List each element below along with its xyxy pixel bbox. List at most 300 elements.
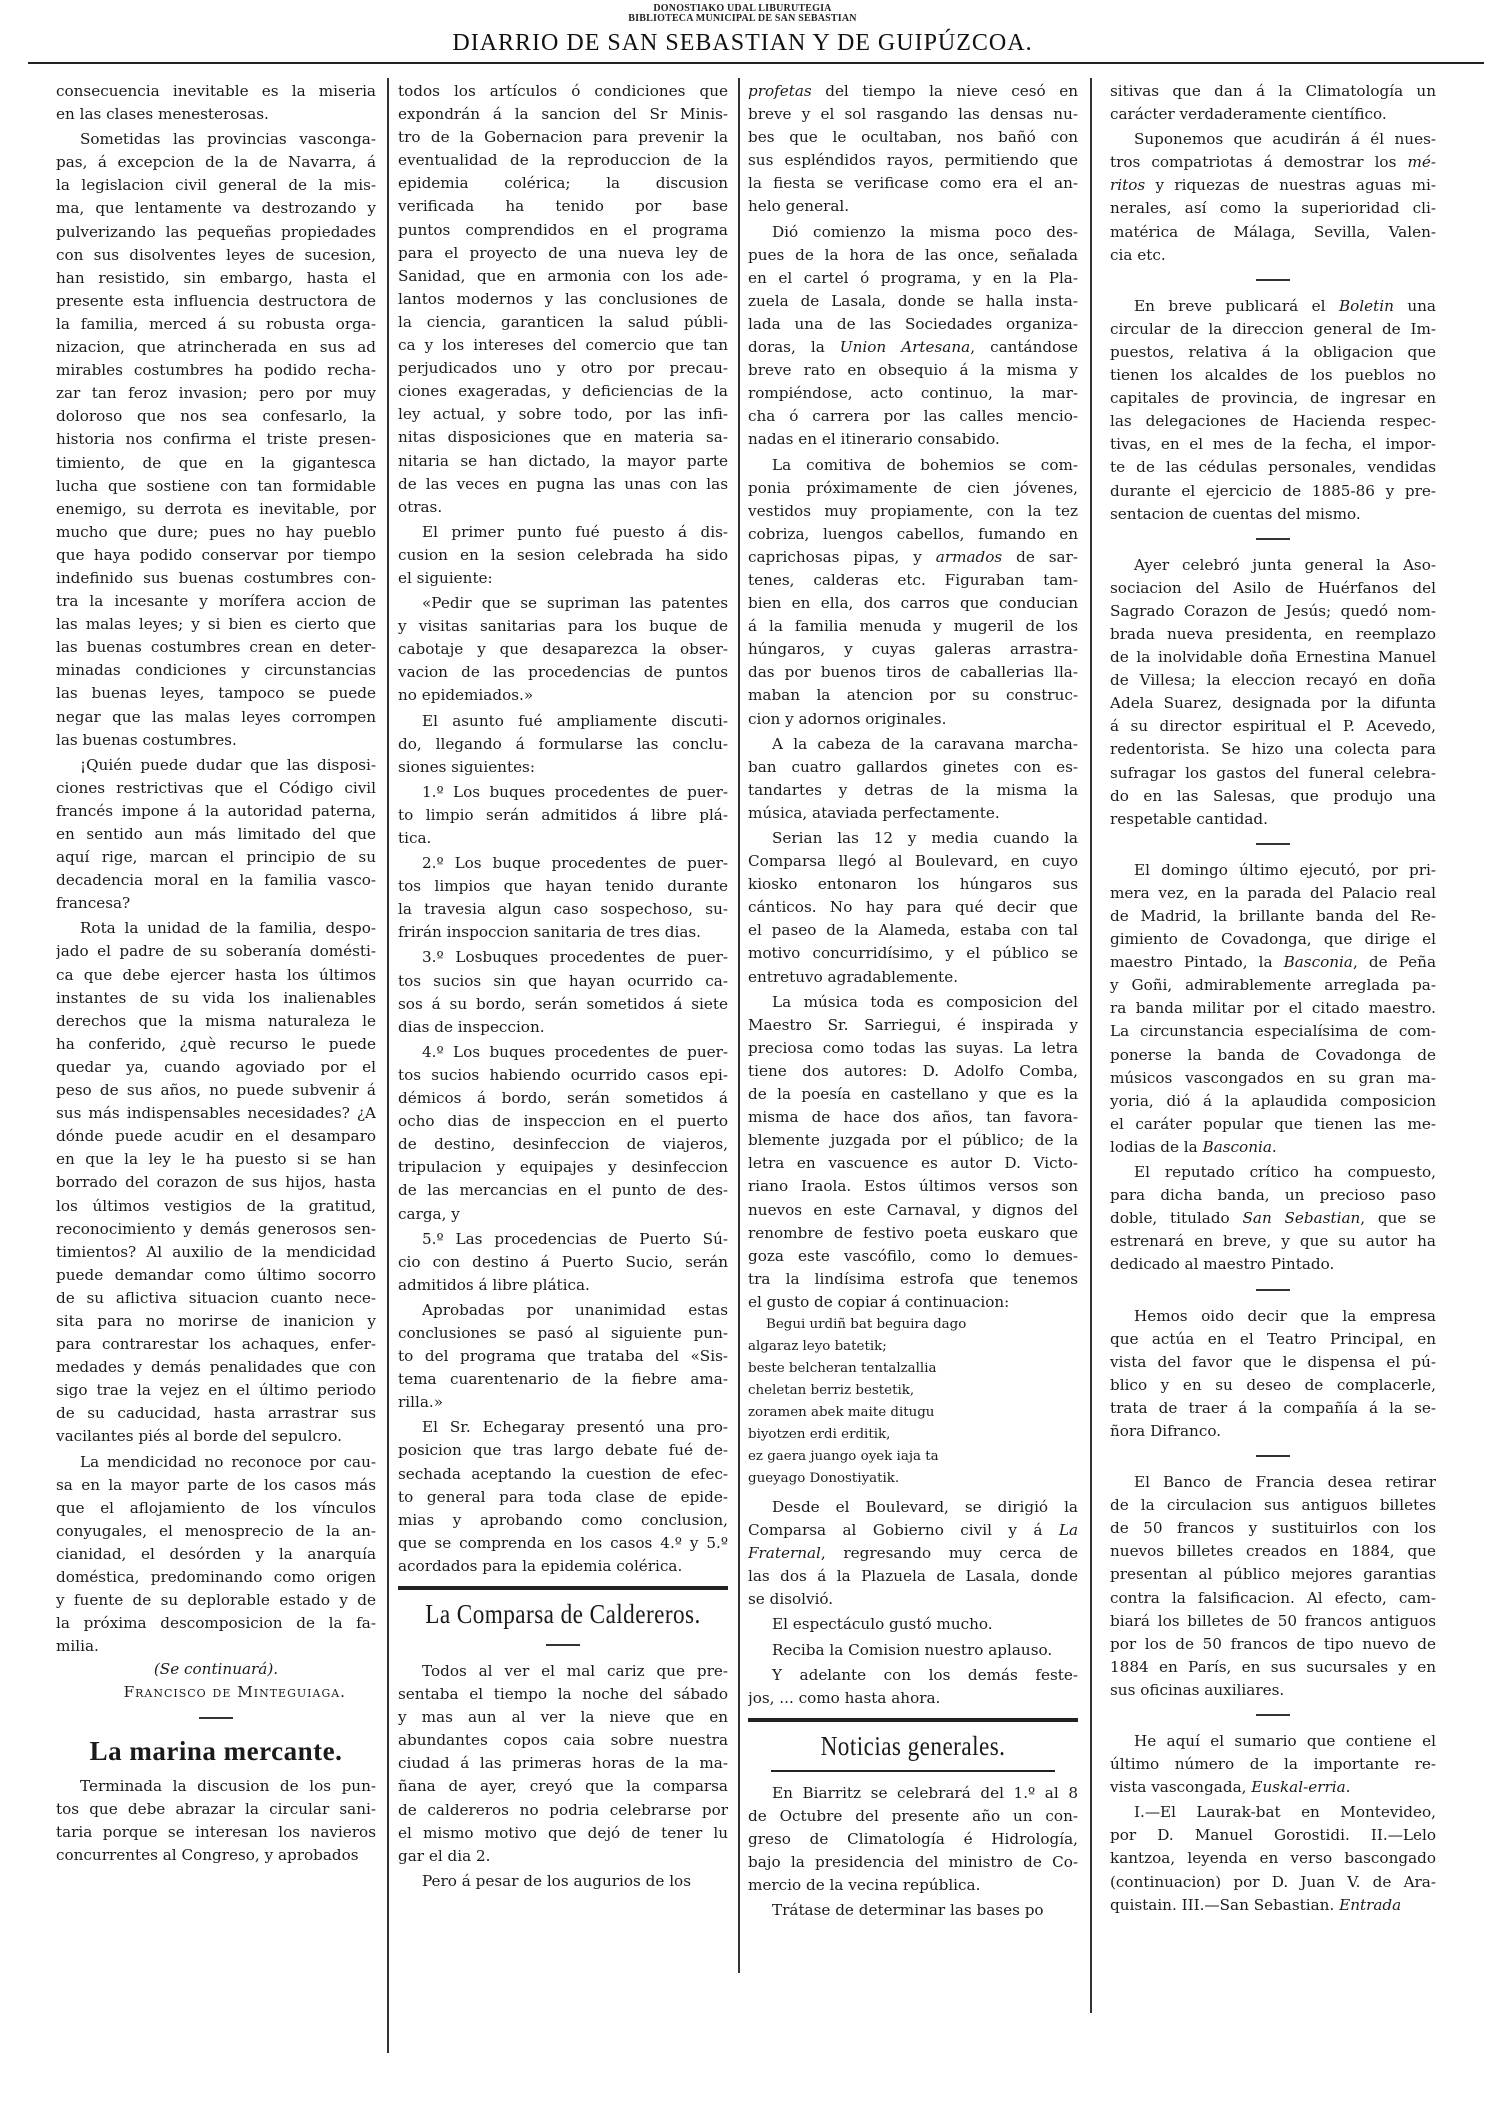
text-fragment: vista vascongada,	[1110, 1778, 1252, 1797]
text-line: otras.	[398, 497, 443, 516]
text-line: ñana de ayer, creyó que la comparsa	[398, 1777, 728, 1796]
paragraph	[1110, 859, 1436, 1159]
text-line: la travesia algun caso sospechoso, su-	[398, 900, 728, 919]
text-line: 1884 en París, en sus sucursales y en	[1110, 1657, 1436, 1676]
text-line: (continuacion) por D. Juan V. de Ara-	[1110, 1872, 1436, 1891]
text-line: nitaria se han dictado, la mayor parte	[398, 451, 728, 470]
text-line: dias de inspeccion.	[398, 1017, 545, 1036]
italic-text: San Sebastian	[1242, 1209, 1361, 1228]
text-line: de las veces en pugna las unas con las	[398, 474, 728, 493]
text-line: tos que debe abrazar la circular sani-	[56, 1799, 376, 1818]
text-fragment: lodias de la	[1110, 1137, 1203, 1156]
text-line: indefinido sus buenas costumbres con-	[56, 568, 376, 587]
text-line	[1110, 174, 1436, 197]
column-divider	[738, 78, 740, 1973]
paragraph	[398, 592, 728, 707]
text-line: á la familia menuda y mugeril de los	[748, 617, 1078, 636]
text-line: tiene dos autores: D. Adolfo Comba,	[748, 1061, 1078, 1080]
text-line: cusion en la sesion celebrada ha sido	[398, 545, 728, 564]
paragraph	[748, 827, 1078, 989]
text-line: cobriza, luengos cabellos, fumando en	[748, 524, 1078, 543]
text-line: nitas disposiciones que en materia sa-	[398, 428, 728, 447]
text-line: ra banda militar por el citado maestro.	[1110, 999, 1436, 1018]
text-line: historia nos confirma el triste presen-	[56, 430, 376, 449]
text-line: sus espléndidos rayos, permitiendo que	[748, 151, 1078, 170]
text-fragment: caprichosas pipas, y	[748, 547, 936, 566]
text-line: puntos comprendidos en el programa	[398, 220, 728, 239]
text-line: do en las Salesas, que produjo una	[1110, 786, 1436, 805]
text-line: trata de traer á la compañía á la se-	[1110, 1398, 1436, 1417]
text-line: todos los artículos ó condiciones que	[398, 82, 728, 100]
text-line: mias y aprobando como conclusion,	[398, 1510, 728, 1529]
italic-text: Basconia	[1202, 1137, 1272, 1156]
paragraph	[748, 80, 1078, 219]
text-line: helo general.	[748, 197, 850, 216]
text-line: las buenas costumbres.	[56, 730, 237, 749]
text-line: maban la atencion por su construc-	[748, 686, 1078, 705]
text-line: por D. Manuel Gorostidi. II.—Lelo	[1110, 1826, 1436, 1845]
text-line: El primer punto fué puesto á dis-	[422, 522, 728, 541]
text-line: sita para no morirse de inanicion y	[56, 1311, 376, 1330]
text-line: misma de hace dos años, tan favora-	[748, 1108, 1078, 1127]
paragraph	[56, 1451, 376, 1659]
text-line: borrado del corazon de sus hijos, hasta	[56, 1173, 376, 1192]
text-line: Aprobadas por unanimidad estas	[422, 1300, 728, 1319]
verse-line: ez gaera juango oyek iaja ta	[748, 1448, 939, 1464]
separator	[1256, 1289, 1290, 1291]
text-line: tos sucios sin que hayan ocurrido ca-	[398, 971, 728, 990]
text-line: lucha que sostiene con tan formidable	[56, 476, 376, 495]
text-line: ban cuatro gallardos ginetes con es-	[748, 757, 1078, 776]
text-fragment: Comparsa al Gobierno civil y á	[748, 1521, 1059, 1540]
paragraph	[398, 710, 728, 779]
text-line: vacilantes piés al borde del sepulcro.	[56, 1427, 343, 1446]
text-line: La comitiva de bohemios se com-	[772, 455, 1078, 474]
text-line: se disolvió.	[748, 1590, 834, 1609]
text-line	[748, 1519, 1078, 1542]
paragraph	[56, 917, 376, 1448]
paragraph	[748, 1613, 1078, 1636]
paragraph	[398, 781, 728, 850]
text-line: contra la falsificacion. Al efecto, cam-	[1110, 1588, 1436, 1607]
text-line: pas, á excepcion de la de Navarra, á	[56, 153, 376, 172]
text-line: cánticos. No hay para qué decir que	[748, 898, 1078, 917]
text-line: bajo la presidencia del ministro de Co-	[748, 1853, 1078, 1872]
text-line: sus más indispensables necesidades? ¿A	[56, 1104, 376, 1123]
text-line: húngaros, y cuyas galeras arrastra-	[748, 640, 1078, 659]
text-line: La circunstancia especialísima de com-	[1110, 1022, 1436, 1041]
text-line: presente esta influencia destructora de	[56, 291, 376, 310]
separator	[199, 1717, 233, 1719]
text-line: Maestro Sr. Sarriegui, é inspirada y	[748, 1015, 1078, 1034]
text-line: mera vez, en la parada del Palacio real	[1110, 883, 1436, 902]
text-line: La música toda es composicion del	[772, 992, 1078, 1011]
text-line: Y adelante con los demás feste-	[772, 1665, 1078, 1684]
paragraph	[748, 733, 1078, 825]
text-line: ley actual, y sobre todo, por las infi-	[398, 405, 728, 424]
text-line: Reciba la Comision nuestro aplauso.	[772, 1640, 1053, 1659]
text-line: la legislacion civil general de la mis-	[56, 176, 376, 195]
text-line: bes que le ocultaban, nos bañó con	[748, 128, 1078, 147]
text-line: Terminada la discusion de los pun-	[80, 1776, 376, 1795]
text-line: sentacion de cuentas del mismo.	[1110, 504, 1361, 523]
column-4	[1110, 80, 1436, 1917]
italic-text: mé-	[1407, 153, 1436, 172]
column-2	[398, 80, 728, 1893]
text-line: mercio de la vecina república.	[748, 1876, 981, 1895]
paragraph	[398, 1870, 728, 1893]
continued-note: (Se continuará).	[153, 1660, 279, 1679]
column-1	[56, 80, 376, 1867]
separator	[1256, 1714, 1290, 1716]
paragraph	[748, 1782, 1078, 1897]
text-line: de su aflictiva situacion cuanto nece-	[56, 1288, 376, 1307]
italic-text: ritos	[1110, 176, 1146, 195]
text-line: de Madrid, la brillante banda del Re-	[1110, 907, 1436, 925]
text-line: tema cuarentenario de la fiebre ama-	[398, 1370, 728, 1389]
text-line: breve y el sol rasgando las densas nu-	[748, 105, 1078, 124]
text-line: han resistido, sin embargo, hasta el	[56, 268, 376, 287]
text-line: de caldereros no podria celebrarse por	[398, 1800, 728, 1819]
text-line: zuela de Lasala, donde se halla insta-	[748, 291, 1078, 310]
text-fragment: , que se	[1360, 1209, 1436, 1228]
text-fragment: .	[1345, 1778, 1351, 1797]
text-line: ciones exageradas, y deficiencias de la	[398, 382, 728, 401]
text-line: ciudad á las primeras horas de la ma-	[398, 1754, 728, 1773]
paragraph	[56, 1775, 376, 1867]
paragraph	[748, 1639, 1078, 1662]
text-fragment: del tiempo la nieve cesó en	[811, 82, 1078, 100]
text-line	[748, 1542, 1078, 1565]
text-line: Hemos oido decir que la empresa	[1134, 1306, 1436, 1325]
text-line: das por buenos tiros de caballerias lla-	[748, 663, 1078, 682]
text-line: los últimos vestigios de la gratitud,	[56, 1196, 376, 1215]
text-line: entretuvo agradablemente.	[748, 967, 959, 986]
text-line: las buenas costumbres crean en deter-	[56, 638, 376, 657]
text-line: que haya podido conservar por tiempo	[56, 545, 376, 564]
italic-text: Euskal-erria	[1251, 1778, 1346, 1797]
paragraph	[748, 1664, 1078, 1710]
text-line: El espectáculo gustó mucho.	[772, 1615, 993, 1634]
text-line: Adela Suarez, designada por la difunta	[1110, 694, 1436, 713]
text-line: el paseo de la Alameda, estaba con tal	[748, 921, 1078, 940]
text-line: sos á su bordo, serán sometidos á siete	[398, 994, 728, 1013]
paragraph	[1110, 295, 1436, 526]
text-line: enemigo, su derrota es inevitable, por	[56, 499, 376, 518]
paragraph	[398, 1228, 728, 1297]
text-line: ponerse la banda de Covadonga de	[1110, 1045, 1436, 1064]
text-line: nizacion, que atrincherada en sus ad	[56, 338, 376, 357]
basque-verse	[748, 1314, 1078, 1490]
text-line: peso de sus años, no puede subvenir á	[56, 1081, 376, 1100]
text-line: conclusiones se pasó al siguiente pun-	[398, 1323, 728, 1342]
paragraph	[748, 1899, 1078, 1922]
text-line: para dicha banda, un precioso paso	[1110, 1186, 1436, 1205]
text-line: admitidos á libre plática.	[398, 1275, 590, 1294]
text-line: derechos que la misma naturaleza le	[56, 1011, 376, 1030]
text-line: de Villesa; la eleccion recayó en doña	[1110, 671, 1436, 690]
text-line: blemente juzgada por el público; de la	[748, 1131, 1078, 1150]
text-line: sigo trae la vejez en el último periodo	[56, 1381, 376, 1400]
text-line: gimiento de Covadonga, que dirige el	[1110, 930, 1436, 949]
text-line: en sentido aun más limitado del que	[56, 825, 376, 843]
text-line: posicion que tras largo debate fué de-	[398, 1441, 728, 1460]
text-line: Trátase de determinar las bases po	[772, 1901, 1044, 1920]
paragraph	[1110, 80, 1436, 126]
text-line: tos sucios habiendo ocurrido casos epi-	[398, 1065, 728, 1084]
text-line: estrenará en breve, y que su autor ha	[1110, 1232, 1436, 1251]
text-line: que el aflojamiento de los vínculos	[56, 1498, 376, 1517]
text-line: francés impone á la autoridad paterna,	[56, 801, 376, 820]
text-line: «Pedir que se supriman las patentes	[422, 594, 728, 613]
text-line: Sometidas las provincias vasconga-	[80, 130, 376, 149]
verse-line: Begui urdiñ bat beguira dago	[766, 1316, 967, 1332]
text-line: He aquí el sumario que contiene el	[1134, 1732, 1436, 1750]
paragraph	[56, 754, 376, 916]
text-line: tandartes y detras de la misma la	[748, 780, 1078, 799]
text-fragment: tros compatriotas á demostrar los	[1110, 153, 1408, 172]
text-line: El domingo último ejecutó, por pri-	[1134, 860, 1436, 879]
text-line: la familia, merced á su robusta orga-	[56, 314, 376, 333]
text-line: El Sr. Echegaray presentó una pro-	[422, 1418, 728, 1437]
text-line: jos, ... como hasta ahora.	[748, 1688, 941, 1707]
text-line: sus oficinas auxiliares.	[1110, 1680, 1285, 1699]
text-line: La mendicidad no reconoce por cau-	[80, 1452, 376, 1471]
italic-text: Boletin	[1338, 296, 1394, 315]
text-line: verificada ha tenido por base	[398, 197, 728, 216]
section-rule	[748, 1718, 1078, 1722]
section-rule	[771, 1770, 1055, 1772]
text-line: doloroso que nos sea confesarlo, la	[56, 407, 376, 426]
verse-line: algaraz leyo batetik;	[748, 1338, 887, 1354]
paragraph	[1110, 554, 1436, 831]
separator	[1256, 279, 1290, 281]
text-line: el siguiente:	[398, 568, 493, 587]
text-line: de la inolvidable doña Ernestina Manuel	[1110, 648, 1436, 667]
text-line: para el proyecto de una nueva ley de	[398, 243, 728, 262]
text-line: instantes de su vida los inalienables	[56, 988, 376, 1007]
paragraph	[56, 128, 376, 752]
text-line: tra la lindísima estrofa que tenemos	[748, 1269, 1078, 1288]
paragraph	[398, 521, 728, 590]
text-fragment: doble, titulado	[1110, 1209, 1243, 1228]
text-line: respetable cantidad.	[1110, 809, 1268, 828]
text-line: músicos vascongados en su gran ma-	[1110, 1068, 1436, 1087]
text-line: ponia próximamente de cien jóvenes,	[748, 478, 1078, 497]
text-line: último número de la importante re-	[1110, 1755, 1436, 1774]
text-line: concurrentes al Congreso, y aprobados	[56, 1845, 359, 1864]
text-line: expondrán á la sancion del Sr Minis-	[398, 105, 728, 124]
text-line: la ciencia, garanticen la salud públi-	[398, 312, 728, 331]
text-line: rompiéndose, acto continuo, la mar-	[748, 384, 1078, 403]
separator	[1256, 538, 1290, 540]
italic-text: La	[1058, 1521, 1078, 1540]
text-line: que actúa en el Teatro Principal, en	[1110, 1329, 1436, 1348]
text-line: pues de la hora de las once, señalada	[748, 245, 1078, 264]
text-line: cio con destino á Puerto Sucio, serán	[398, 1252, 728, 1271]
paragraph	[398, 1416, 728, 1578]
text-line: lantos modernos y las conclusiones de	[398, 289, 728, 308]
text-line: el caráter popular que tienen las me-	[1110, 1114, 1436, 1133]
paragraph	[1110, 1305, 1436, 1444]
text-line: Sanidad, que en armonia con los ade-	[398, 266, 728, 285]
text-line: blico y en su deseo de complacerle,	[1110, 1375, 1436, 1394]
text-line: taria porque se interesan los navieros	[56, 1822, 376, 1841]
italic-text: Basconia	[1283, 953, 1353, 972]
text-line: letra en vascuence es autor D. Victo-	[748, 1154, 1078, 1173]
text-line: greso de Climatología é Hidrología,	[748, 1830, 1078, 1848]
article-heading: La marina mercante.	[89, 1735, 343, 1766]
text-line	[1110, 151, 1436, 174]
text-line: to limpio serán admitidos á libre plá-	[398, 805, 728, 824]
text-line: breve rato en obsequio á la misma y	[748, 361, 1078, 380]
text-line: circular de la direccion general de Im-	[1110, 319, 1436, 338]
text-line: do, llegando á formularse las conclu-	[398, 734, 728, 753]
text-line: El Banco de Francia desea retirar	[1134, 1473, 1436, 1492]
verse-line: beste belcheran tentalzallia	[748, 1360, 937, 1376]
text-line: las delegaciones de Hacienda respec-	[1110, 412, 1436, 431]
text-line: minadas condiciones y circunstancias	[56, 661, 376, 680]
verse-line: gueyago Donostiyatik.	[748, 1470, 900, 1486]
verse-line: cheletan berriz bestetik,	[748, 1382, 915, 1398]
text-line: goza este vascófilo, como lo demues-	[748, 1246, 1078, 1265]
article-author: Francisco de Minteguiaga.	[123, 1683, 346, 1702]
text-line: Ayer celebró junta general la Aso-	[1134, 555, 1436, 574]
text-line: las buenas leyes, tampoco se puede	[56, 684, 376, 703]
text-line: lada una de las Sociedades organiza-	[748, 314, 1078, 333]
text-line: tenes, calderas etc. Figuraban tam-	[748, 570, 1078, 589]
text-line: aquí rige, marcan el principio de su	[56, 848, 376, 867]
text-line: biará los billetes de 50 francos antiguos	[1110, 1611, 1436, 1630]
text-line: ca y los intereses del comercio que tan	[398, 336, 728, 355]
text-line: nuevos en este Carnaval, y dignos del	[748, 1200, 1078, 1219]
text-line: la fiesta se verificase como era el an-	[748, 174, 1078, 193]
text-line: tienen los alcaldes de los pueblos no	[1110, 366, 1436, 385]
text-line: El asunto fué ampliamente discuti-	[422, 711, 728, 730]
text-line: tripulacion y equipajes y desinfeccion	[398, 1158, 728, 1177]
text-fragment: quistain. III.—San Sebastian.	[1110, 1895, 1340, 1914]
text-line: te de las cédulas personales, vendidas	[1110, 458, 1436, 477]
text-fragment: En breve publicará el	[1134, 296, 1339, 315]
text-line: mirables costumbres ha podido recha-	[56, 361, 376, 380]
text-line	[1110, 295, 1436, 318]
text-line: francesa?	[56, 894, 131, 913]
text-line: nerales, así como la superioridad cli-	[1110, 199, 1436, 218]
text-line: mucho que dure; pues no hay pueblo	[56, 522, 376, 541]
text-line: el gusto de copiar á continuacion:	[748, 1292, 1010, 1311]
text-line: 1.º Los buques procedentes de puer-	[422, 782, 728, 801]
text-line: cabotaje y que desaparezca la obser-	[398, 640, 728, 659]
paragraph	[398, 1660, 728, 1868]
text-line: cha ó carrera por las calles mencio-	[748, 407, 1078, 426]
text-line: puede demandar como último socorro	[56, 1265, 376, 1284]
text-line: que se comprenda en los casos 4.º y 5.º	[398, 1533, 728, 1552]
text-line: de Octubre del presente año un con-	[748, 1806, 1078, 1825]
text-line: de la poesía en castellano y que es la	[748, 1085, 1078, 1104]
paragraph	[1110, 1161, 1436, 1276]
text-line: 5.º Las procedencias de Puerto Sú-	[422, 1229, 728, 1248]
text-fragment: doras, la	[748, 338, 840, 357]
text-line: Rota la unidad de la familia, despo-	[80, 919, 376, 938]
column-divider	[1090, 78, 1092, 2013]
text-line: siones siguientes:	[398, 757, 535, 776]
text-line: reconocimiento y demás generosos sen-	[56, 1219, 376, 1238]
text-line: la próxima descomposicion de la fa-	[56, 1614, 376, 1633]
text-line: y fuente de su deplorable estado y de	[56, 1591, 376, 1610]
text-line: doméstica, predominando como origen	[56, 1568, 376, 1586]
text-line: con sus disolventes leyes de sucesion,	[56, 245, 376, 264]
paragraph	[748, 1496, 1078, 1611]
italic-text: profetas	[748, 82, 812, 100]
text-line	[748, 80, 1078, 103]
text-line: tra la incesante y morífera accion de	[56, 592, 376, 611]
text-line: nadas en el itinerario consabido.	[748, 430, 1000, 449]
text-line: Dió comienzo la misma poco des-	[772, 222, 1078, 241]
text-line: renombre de festivo poeta euskaro que	[748, 1223, 1078, 1242]
text-line: dónde puede acudir en el desamparo	[56, 1127, 376, 1146]
text-line: y mas aun al ver la nieve que en	[398, 1708, 728, 1727]
text-line	[1110, 1207, 1436, 1230]
text-line: motivo concurridísimo, y el público se	[748, 944, 1078, 963]
text-line: bien en ella, dos carros que conducian	[748, 594, 1078, 613]
text-line	[1110, 1894, 1436, 1917]
text-line: preciosa como todas las suyas. La letra	[748, 1038, 1078, 1057]
text-line: sitivas que dan á la Climatología un	[1110, 82, 1436, 100]
text-line: de su caducidad, hasta arrastrar sus	[56, 1404, 376, 1423]
text-line: ñora Difranco.	[1110, 1421, 1222, 1440]
text-line: carácter verdaderamente científico.	[1110, 105, 1387, 124]
text-line: kantzoa, leyenda en verso bascongado	[1110, 1849, 1436, 1868]
masthead-rule	[28, 62, 1484, 64]
section-heading: Noticias generales.	[820, 1730, 1006, 1761]
text-line: sechada aceptando la cuestion de efec-	[398, 1464, 728, 1483]
text-line	[748, 336, 1078, 359]
text-line: vestidos muy propiamente, con la tez	[748, 501, 1078, 520]
text-line: to general para toda clase de epide-	[398, 1487, 728, 1506]
text-fragment: , cantándose	[970, 338, 1078, 357]
paragraph	[56, 80, 376, 126]
text-line: En Biarritz se celebrará del 1.º al 8	[772, 1783, 1078, 1802]
text-line: acordados para la epidemia colérica.	[398, 1556, 683, 1575]
text-line: para contrarestar los achaques, enfer-	[56, 1335, 376, 1354]
verse-line: biyotzen erdi erditik,	[748, 1426, 891, 1442]
text-line: sociacion del Asilo de Huérfanos del	[1110, 578, 1436, 597]
paragraph	[748, 454, 1078, 731]
text-line: abundantes copos caia sobre nuestra	[398, 1731, 728, 1750]
section-rule	[398, 1586, 728, 1590]
text-line: las malas leyes; y si bien es cierto que	[56, 615, 376, 634]
text-line: pulverizando las pequeñas propiedades	[56, 222, 376, 241]
text-line: sufragar los gastos del funeral celebra-	[1110, 763, 1436, 782]
text-line: por los de 50 francos de tipo nuevo de	[1110, 1634, 1436, 1653]
column-divider	[387, 78, 389, 2053]
text-line: timiento, de que en la gigantesca	[56, 453, 376, 472]
text-line: en que la ley le ha puesto si se han	[56, 1150, 376, 1169]
text-line: ocho dias de inspeccion en el puerto	[398, 1112, 728, 1131]
paragraph	[1110, 1471, 1436, 1702]
text-fragment: , de Peña	[1352, 953, 1436, 972]
text-line: sentaba el tiempo la noche del sábado	[398, 1685, 728, 1704]
text-line: las dos á la Plazuela de Lasala, donde	[748, 1567, 1078, 1586]
text-line: negar que las malas leyes corrompen	[56, 707, 376, 726]
text-line: de 50 francos y sustituirlos con los	[1110, 1519, 1436, 1538]
text-line: 3.º Losbuques procedentes de puer-	[422, 948, 728, 967]
text-fragment: y riquezas de nuestras aguas mi-	[1145, 176, 1436, 195]
text-line: ciones restrictivas que el Código civil	[56, 778, 376, 797]
text-fragment: de sar-	[1002, 547, 1078, 566]
italic-text: Entrada	[1339, 1895, 1402, 1914]
paragraph	[398, 852, 728, 944]
